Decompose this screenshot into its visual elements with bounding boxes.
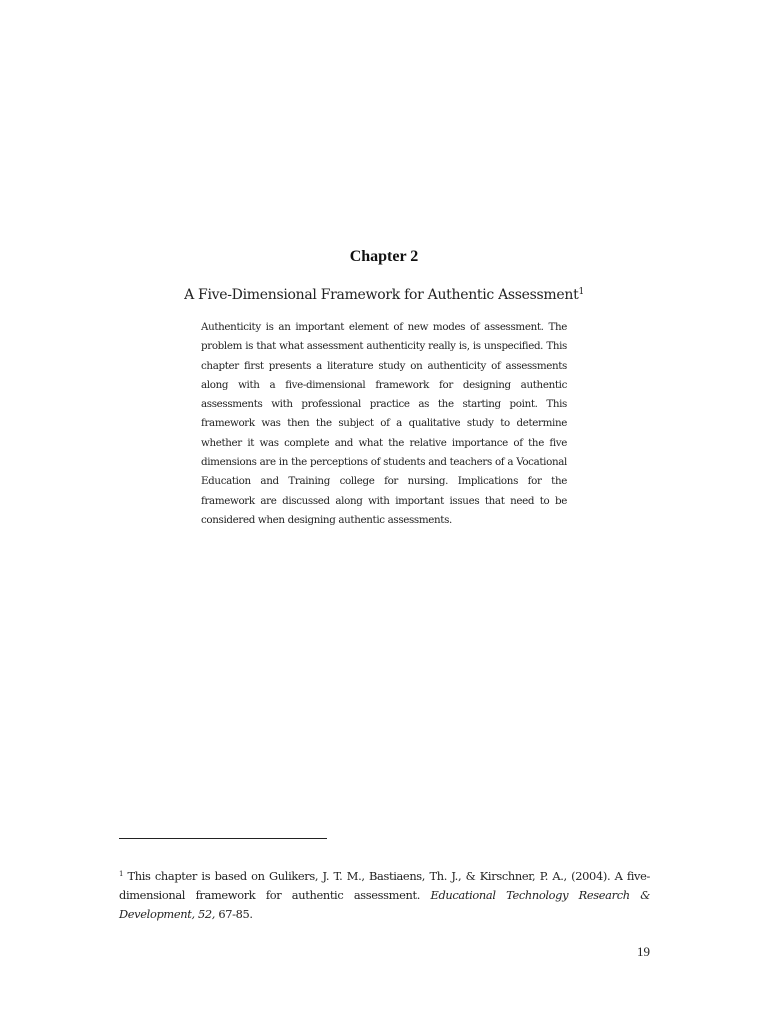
footnote-journal: Educational Technology Research & Development, 52,	[119, 888, 651, 921]
page-number: 19	[637, 944, 650, 959]
chapter-abstract: Authenticity is an important element of new modes of assessment. The problem is that what assessment authenticity really is, is unspecified. This chapter first presents a literature study on authenticity of assessments along with a five-dimensional framework for designing authentic assessments with professional practice as the starting point. This framework was then the subject of a qualitative study to determine whether it was complete and what the relative importance of the five dimensions are in the perceptions of students and teachers of a Vocational Education and Training college for nursing. Implications for the framework are discussed along with important issues that need to be considered when designing authentic assessments.	[201, 321, 567, 526]
chapter-title-footnote-marker: 1	[578, 287, 584, 297]
footnote-text: This chapter is based on Gulikers, J. T. M., Bastiaens, Th. J., & Kirschner, P. A., (2004). A five-dimensional framework for authentic assessment.	[119, 869, 650, 902]
chapter-title-text: A Five-Dimensional Framework for Authentic Assessment	[184, 287, 579, 303]
footnote-pages: 67-85.	[218, 907, 253, 921]
footnote-divider	[119, 838, 327, 839]
chapter-label: Chapter 2	[349, 248, 419, 265]
chapter-title	[0, 287, 768, 303]
footnote	[119, 865, 650, 924]
footnote-marker: 1	[119, 870, 124, 878]
